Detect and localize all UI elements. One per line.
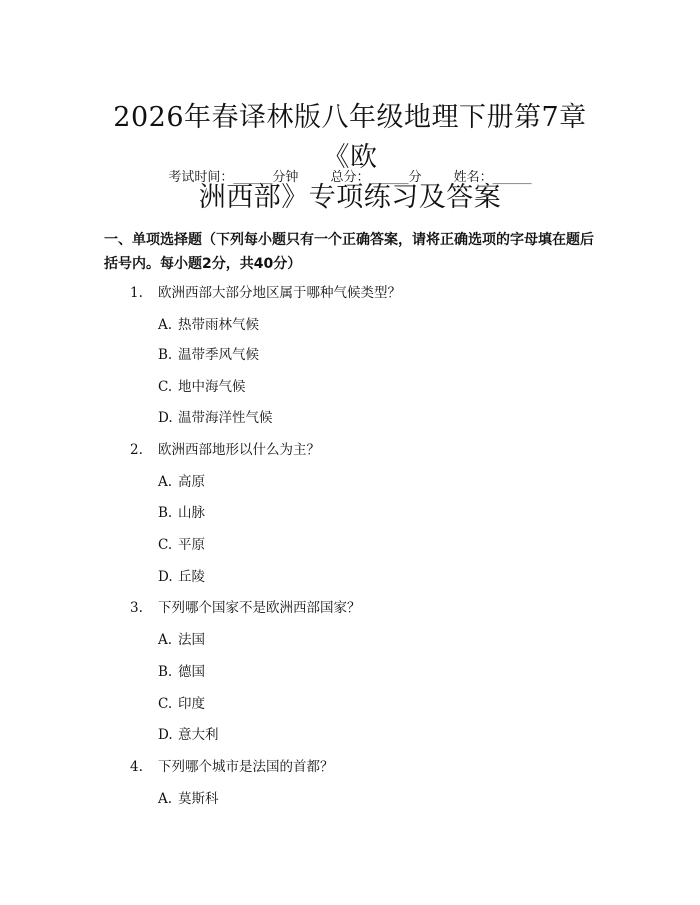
option-letter: A. (158, 474, 173, 490)
question-3-option-b (158, 662, 205, 682)
question-3-option-a (158, 630, 205, 650)
option-letter: C. (158, 379, 173, 395)
option-letter: B. (158, 664, 173, 680)
question-2-option-d (158, 567, 205, 587)
option-text: 山脉 (178, 505, 205, 521)
option-letter: C. (158, 696, 173, 712)
option-letter: D. (158, 569, 173, 585)
section-heading: 一、单项选择题（下列每小题只有一个正确答案，请将正确选项的字母填在题后括号内。每小题2分，共40分） (104, 232, 594, 272)
option-letter: B. (158, 347, 173, 363)
question-text: 下列哪个国家不是欧洲西部国家？ (158, 600, 361, 616)
option-text: 印度 (178, 696, 205, 712)
title-line-1: 2026年春译林版八年级地理下册第7章《欧 (113, 102, 587, 174)
option-letter: D. (158, 410, 173, 426)
document-title (90, 98, 610, 218)
question-3 (130, 598, 361, 618)
exam-time: 考试时间：______分钟 (168, 170, 299, 185)
option-text: 德国 (178, 664, 205, 680)
option-text: 地中海气候 (178, 379, 246, 395)
question-text: 欧洲西部地形以什么为主？ (158, 442, 320, 458)
question-text: 下列哪个城市是法国的首都？ (158, 759, 334, 775)
option-letter: C. (158, 537, 173, 553)
question-4 (130, 757, 334, 777)
question-2-option-a (158, 472, 205, 492)
question-text: 欧洲西部大部分地区属于哪种气候类型？ (158, 285, 401, 301)
question-3-option-c (158, 694, 205, 714)
option-text: 热带雨林气候 (178, 317, 259, 333)
question-2-option-c (158, 535, 205, 555)
question-number: 2. (130, 442, 143, 458)
title-line-2: 洲西部》专项练习及答案 (198, 182, 502, 214)
option-text: 温带海洋性气候 (178, 410, 273, 426)
option-text: 莫斯科 (178, 791, 219, 807)
exam-name: 姓名：______ (453, 170, 532, 185)
question-1-option-d (158, 408, 273, 428)
option-letter: D. (158, 727, 173, 743)
exam-score: 总分：______分 (330, 170, 422, 185)
question-2-option-b (158, 503, 205, 523)
question-4-option-a (158, 789, 219, 809)
option-text: 平原 (178, 537, 205, 553)
option-letter: A. (158, 632, 173, 648)
question-1-option-c (158, 377, 246, 397)
option-letter: B. (158, 505, 173, 521)
option-text: 温带季风气候 (178, 347, 259, 363)
question-1-option-a (158, 315, 259, 335)
option-text: 意大利 (178, 727, 219, 743)
option-letter: A. (158, 791, 173, 807)
question-number: 4. (130, 759, 143, 775)
option-text: 高原 (178, 474, 205, 490)
option-text: 丘陵 (178, 569, 205, 585)
question-2 (130, 440, 320, 460)
question-1 (130, 283, 401, 303)
option-letter: A. (158, 317, 173, 333)
question-number: 3. (130, 600, 143, 616)
question-1-option-b (158, 345, 259, 365)
question-3-option-d (158, 725, 219, 745)
exam-info (0, 168, 700, 188)
question-number: 1. (130, 285, 143, 301)
option-text: 法国 (178, 632, 205, 648)
